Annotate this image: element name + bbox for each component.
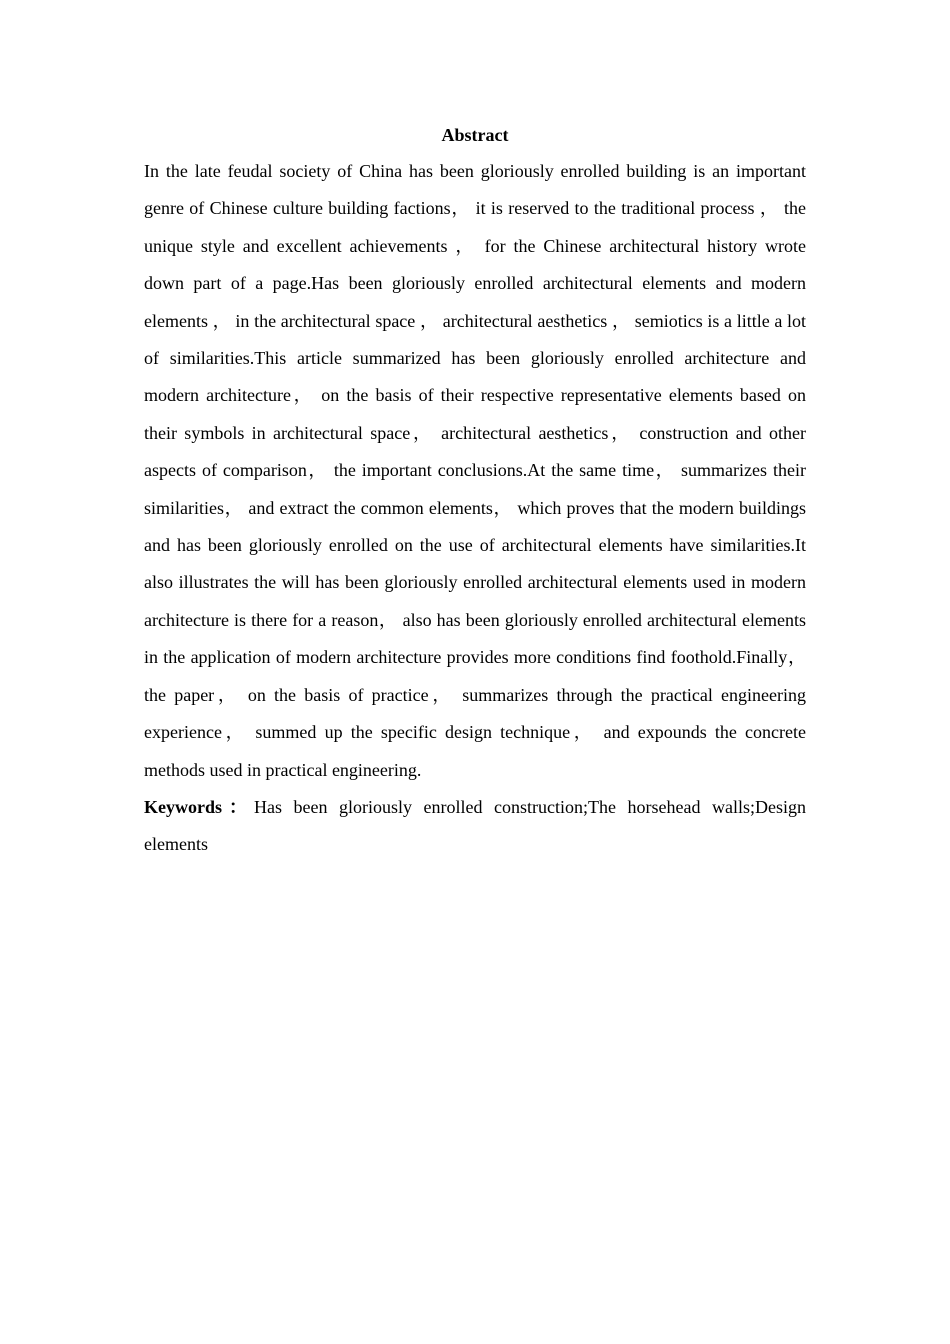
keywords-text: Has been gloriously enrolled construction;The horsehead walls;Design elements: [144, 796, 806, 855]
keywords-label: Keywords：: [144, 796, 255, 817]
abstract-section: [144, 122, 806, 864]
keywords-line: [144, 789, 806, 864]
abstract-body: In the late feudal society of China has been gloriously enrolled building is an important genre of Chinese culture building factions， it is reserved to the traditional process ， the unique style and excellent achievements ， for the Chinese architectural history wrote down part of a page.Has been gloriously enrolled architectural elements and modern elements ， in the architectural space ， architectural aesthetics ， semiotics is a little a lot of similarities.This article summarized has been gloriously enrolled architecture and modern architecture， on the basis of their respective representative elements based on their symbols in architectural space， architectural aesthetics， construction and other aspects of comparison， the important conclusions.At the same time， summarizes their similarities， and extract the common elements， which proves that the modern buildings and has been gloriously enrolled on the use of architectural elements have similarities.It also illustrates the will has been gloriously enrolled architectural elements used in modern architecture is there for a reason， also has been gloriously enrolled architectural elements in the application of modern architecture provides more conditions find foothold.Finally， the paper， on the basis of practice， summarizes through the practical engineering experience， summed up the specific design technique， and expounds the concrete methods used in practical engineering.: [144, 161, 806, 780]
abstract-title: Abstract: [441, 125, 509, 145]
